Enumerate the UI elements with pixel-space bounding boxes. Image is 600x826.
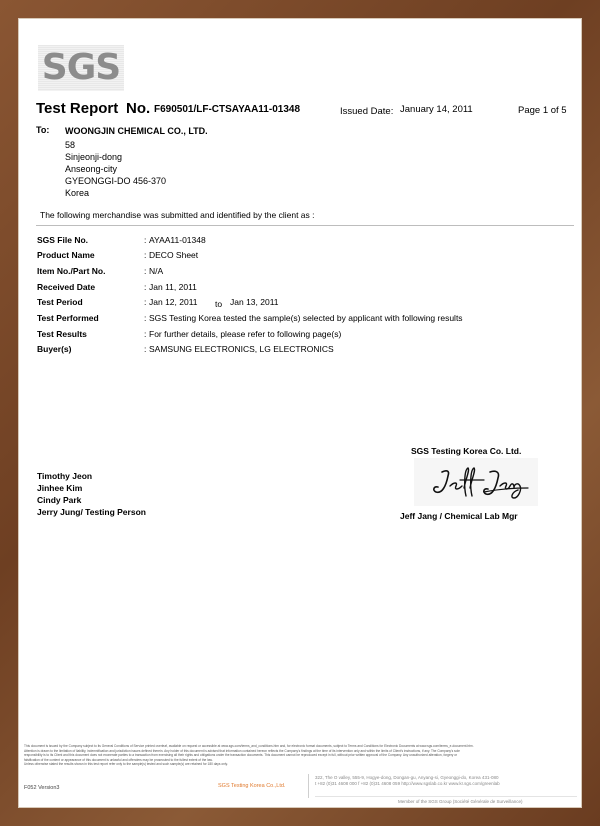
- disclaimer-line: falsification of the content or appearance of this document is unlawful and offenders may be prosecuted to the fullest extent of the law.: [24, 757, 213, 762]
- to-label: To:: [36, 125, 50, 135]
- footer-rule: [315, 796, 577, 797]
- handwritten-signature: [414, 458, 538, 506]
- client-address-line: Anseong-city: [65, 164, 118, 174]
- report-title: Test Report: [36, 100, 119, 117]
- intro-text: The following merchandise was submitted and identified by the client as :: [40, 210, 315, 220]
- footer-company: SGS Testing Korea Co.,Ltd.: [218, 783, 286, 789]
- client-address-line: Sinjeonji-dong: [65, 152, 123, 162]
- tester-name: Jinhee Kim: [37, 483, 83, 493]
- form-version: F052 Version3: [24, 785, 60, 791]
- disclaimer-text: [24, 744, 576, 767]
- period-to-word: to: [215, 299, 223, 309]
- field-label: Test Performed: [37, 313, 99, 323]
- field-colon: :: [144, 329, 147, 339]
- client-address-line: Korea: [65, 188, 90, 198]
- field-row-item-no: [37, 266, 577, 280]
- field-row-file-no: [37, 235, 577, 249]
- field-value: DECO Sheet: [149, 250, 199, 260]
- footer-divider: [308, 774, 309, 798]
- client-address-line: GYEONGGI-DO 456-370: [65, 176, 167, 186]
- field-label: Item No./Part No.: [37, 266, 106, 276]
- disclaimer-line: responsibility is to its Client and this document does not exonerate parties to a transaction from exercising all their rights and obligations under the transaction documents. This document cannot be reproduced except in full, without prior written approval of the Company. Any unauthorized alteration, forgery or: [24, 753, 458, 757]
- field-value: N/A: [149, 266, 164, 276]
- issued-date-label: Issued Date:: [340, 106, 394, 117]
- field-row-test-performed: [37, 313, 577, 327]
- field-label: Test Period: [37, 297, 83, 307]
- field-colon: :: [144, 266, 147, 276]
- field-label: Received Date: [37, 282, 96, 292]
- disclaimer-line: Attention is drawn to the limitation of liability, indemnification and jurisdiction issues defined therein. Any holder of this document is advised that information contained hereon reflects the Company's findings at the time of its intervention only and within the limits of Client's instructions, if any. The Company's sole: [24, 748, 460, 753]
- report-no-value: F690501/LF-CTSAYAA11-01348: [154, 104, 301, 115]
- tester-name: Timothy Jeon: [37, 471, 93, 481]
- field-value-end: Jan 13, 2011: [230, 297, 279, 307]
- field-colon: :: [144, 235, 147, 245]
- disclaimer-line: This document is issued by the Company subject to its General Conditions of Service printed overleaf, available on request or accessible at www.sgs.com/terms_and_conditions.htm and, for electronic format documents, subject to Terms and Conditions for Electronic Documents at www.sgs.com/terms_e-document.htm.: [24, 744, 474, 748]
- field-row-product-name: [37, 250, 577, 264]
- footer-address: [315, 775, 577, 787]
- field-value: Jan 11, 2011: [149, 282, 197, 292]
- report-page: [18, 18, 582, 808]
- field-row-test-period: [37, 297, 577, 311]
- field-label: SGS File No.: [37, 235, 89, 245]
- tester-name: Jerry Jung/ Testing Person: [37, 507, 146, 517]
- client-address-line: 58: [65, 140, 76, 150]
- sgs-logo-text: SGS: [41, 47, 121, 88]
- field-colon: :: [144, 344, 147, 354]
- signatory-name-title: Jeff Jang / Chemical Lab Mgr: [400, 511, 518, 521]
- field-label: Buyer(s): [37, 344, 72, 354]
- field-colon: :: [144, 297, 147, 307]
- report-no-label: No.: [126, 100, 151, 117]
- footer-address-line: t +82 (0)31 4608 000 f +82 (0)31 4608 059 http://www.sgslab.co.kr www.kr.sgs.com/greenlab: [315, 781, 500, 786]
- client-company: WOONGJIN CHEMICAL CO., LTD.: [65, 126, 208, 136]
- field-value: Jan 12, 2011: [149, 297, 198, 307]
- field-row-test-results: [37, 329, 577, 343]
- field-value: SGS Testing Korea tested the sample(s) selected by applicant with following results: [149, 313, 463, 323]
- issued-date-value: January 14, 2011: [400, 104, 473, 115]
- footer-address-line: 322, The O valley, 555-9, Hogye-dong, Dongan-gu, Anyang-si, Gyeonggi-do, Korea 431-080: [315, 775, 499, 780]
- disclaimer-line: Unless otherwise stated the results shown in this test report refer only to the sample(s) tested and such sample(s) are retained for 180 days only.: [24, 762, 228, 766]
- sgs-logo: [38, 45, 124, 91]
- signature-image: [414, 458, 538, 506]
- field-label: Test Results: [37, 329, 87, 339]
- field-value: For further details, please refer to following page(s): [149, 329, 342, 339]
- member-text: Member of the SGS Group (Société Générale de Surveillance): [398, 799, 523, 804]
- page-number: Page 1 of 5: [518, 105, 567, 116]
- field-colon: :: [144, 250, 147, 260]
- field-colon: :: [144, 282, 147, 292]
- field-row-buyers: [37, 344, 577, 358]
- field-label: Product Name: [37, 250, 95, 260]
- field-colon: :: [144, 313, 147, 323]
- divider: [36, 225, 574, 226]
- field-value: AYAA11-01348: [149, 235, 206, 245]
- field-row-received-date: [37, 282, 577, 296]
- field-value: SAMSUNG ELECTRONICS, LG ELECTRONICS: [149, 344, 334, 354]
- tester-name: Cindy Park: [37, 495, 82, 505]
- signatory-company: SGS Testing Korea Co. Ltd.: [411, 446, 522, 456]
